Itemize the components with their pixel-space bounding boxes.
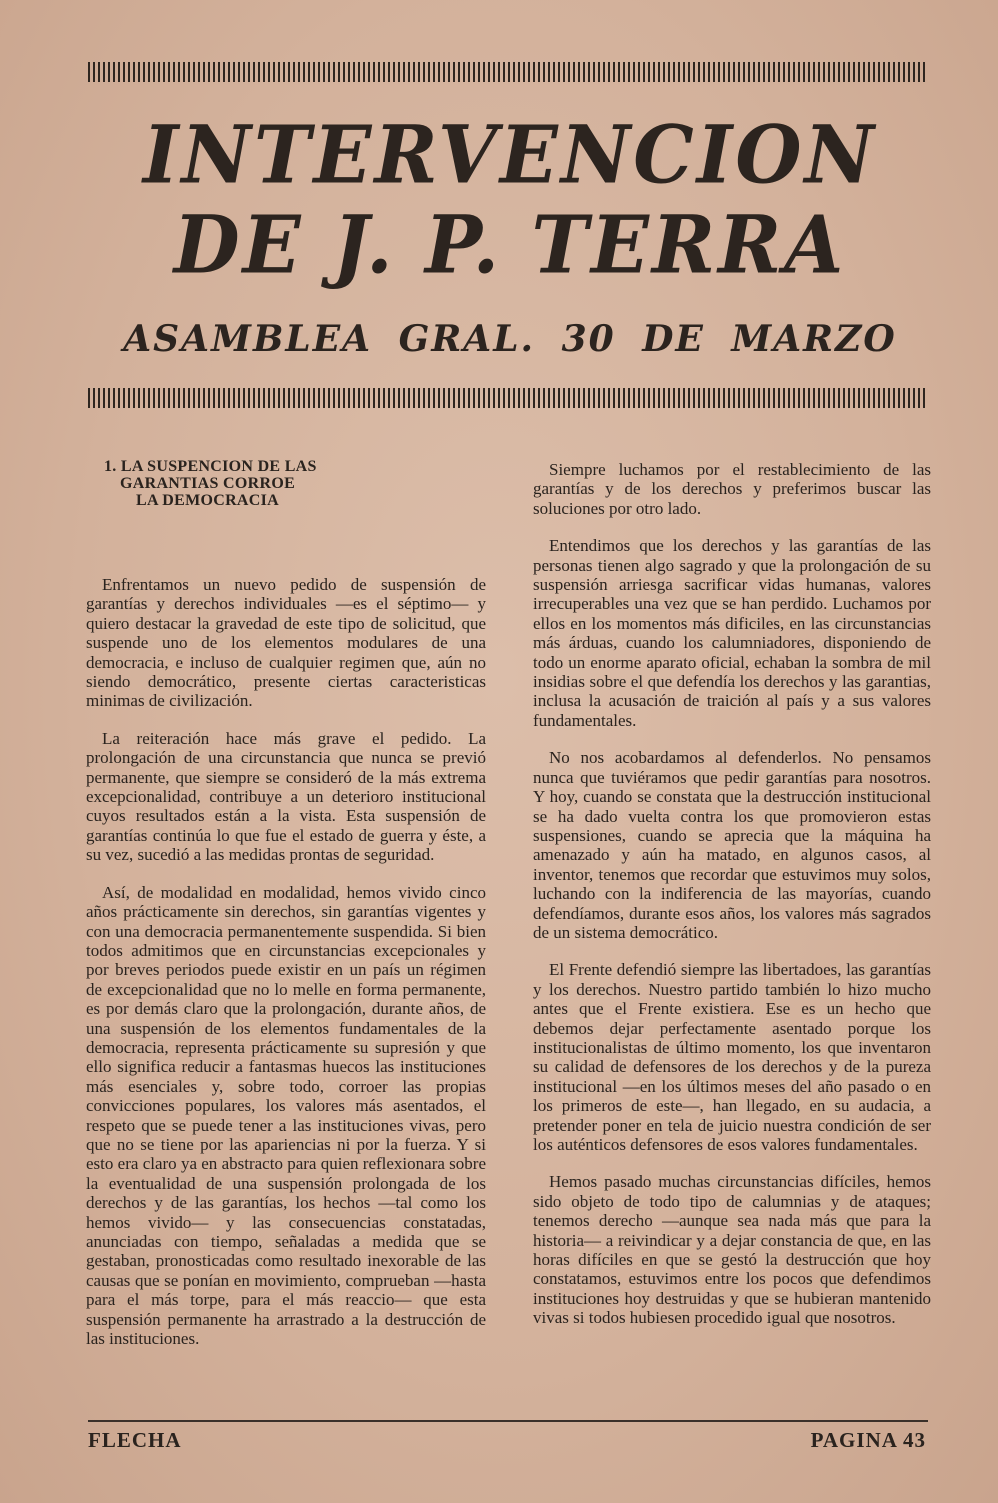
left-column <box>86 458 486 1366</box>
section-heading-line3: LA DEMOCRACIA <box>136 492 280 509</box>
bottom-decorative-rule <box>88 388 928 408</box>
left-paragraph-2: La reiteración hace más grave el pedido. La prolongación de una circunstancia que nunca se previó permanente, que siempre se consideró de la más extrema excepcionalidad, contribuye a un deterioro institucional cuyos resultados están a la vista. Esta suspensión de garantías continúa lo que fue el estado de guerra y éste, a su vez, sucedió a las medidas prontas de seguridad. <box>86 728 486 865</box>
left-paragraph-3: Así, de modalidad en modalidad, hemos vivido cinco años prácticamente sin derechos, sin garantías vigentes y con una democracia permanentemente suspendida. Si bien todos admitimos que en circunstancias excepcionales y por breves periodos puede existir en un país un régimen de excepcionalidad que no lo melle en forma permanente, es por demás claro que la prolongación, durante años, de una suspensión de los elementos fundamentales de la democracia, representa prácticamente su supresión y que ello significa reducir a fantasmas huecos las instituciones más esenciales y, sobre todo, corroer las propias convicciones populares, los valores más asentados, el respeto que se puede tener a las instituciones vivas, pero que no se tiene por las apariencias ni por la fuerza. Y si esto era claro ya en abstracto para quien reflexionara sobre la eventualidad de una suspensión prolongada de los derechos y de las garantías, los hechos —tal como los hemos vivido— y las consecuencias constatadas, anunciadas con tiempo, señaladas a medida que se gestaban, pronosticadas como resultado inexorable de las causas que se ponían en movimiento, comprueban —hasta para el más torpe, para el más reaccio— que esta suspensión permanente ha arrastrado a la destrucción de las instituciones. <box>86 882 486 1349</box>
right-paragraph-5: Hemos pasado muchas circunstancias difíciles, hemos sido objeto de todo tipo de calumnias y de ataques; tenemos derecho —aunque sea nada más que para la historia— a reivindicar y a dejar constancia de que, en las horas difíciles en que se gestó la destrucción que hoy constatamos, estuvimos entre los pocos que defendimos instituciones hoy destruidas y que se hubieran mantenido vivas si todos hubiesen procedido igual que nosotros. <box>533 1172 931 1328</box>
right-paragraph-1: Siempre luchamos por el restablecimiento de las garantías y de los derechos y preferimos buscar las soluciones por otro lado. <box>533 460 931 518</box>
article-subtitle: ASAMBLEA GRAL. 30 DE MARZO <box>123 318 897 360</box>
publication-name: FLECHA <box>88 1428 182 1452</box>
footer-rule <box>88 1420 928 1422</box>
right-paragraph-3: No nos acobardamos al defenderlos. No pensamos nunca que tuviéramos que pedir garantías para nosotros. Y hoy, cuando se constata que la destrucción institucional se ha dado vuelta contra los que promovieron estas suspensiones, cuando se aprecia que la máquina ha amenazado y aún ha matado, en algunos casos, al inventor, tenemos que recordar que estuvimos muy solos, luchando con la indiferencia de las mayorías, cuando defendíamos, durante esos años, los valores más sagrados de un sistema democrático. <box>533 748 931 942</box>
section-heading-line2: GARANTIAS CORROE <box>120 475 296 492</box>
right-paragraph-4: El Frente defendió siempre las libertadoes, las garantías y los derechos. Nuestro partido también lo hizo mucho antes que el Frente existiera. Ese es un hecho que debemos dejar perfectamente asentado porque los institucionalistas de último momento, los que inventaron su calidad de defensores de los derechos y de la pureza institucional —en los últimos meses del año pasado o en los primeros de este—, han llegado, en su audacia, a pretender poner en tela de juicio nuestra condición de ser los auténticos defensores de esos valores fundamentales. <box>533 960 931 1154</box>
top-decorative-rule <box>88 62 928 82</box>
page-number: PAGINA 43 <box>810 1428 926 1452</box>
article-title-line2: DE J. P. TERRA <box>173 197 847 292</box>
right-column <box>533 460 931 1346</box>
right-paragraph-2: Entendimos que los derechos y las garantías de las personas tienen algo sagrado y que la prolongación de su suspensión arriesga sacrificar vidas humanas, valores irrecuperables una vez que se han perdido. Luchamos por ellos en los momentos más dificiles, en las circunstancias más árduas, cuando los calumniadores, disponiendo de todo un enorme aparato oficial, echaban la sombra de mil insidias sobre el que defendía los derechos y las garantias, inclusa la acusación de traición al país y a sus valores fundamentales. <box>533 536 931 730</box>
left-paragraph-1: Enfrentamos un nuevo pedido de suspensión de garantías y derechos individuales —es el séptimo— y quiero destacar la gravedad de este tipo de solicitud, que suspende uno de los elementos modulares de una democracia, e incluso de cualquier regimen que, aún no siendo democrático, presente ciertas caracteristicas minimas de civilización. <box>86 575 486 711</box>
section-heading-line1: 1. LA SUSPENCION DE LAS <box>104 458 317 475</box>
section-heading <box>104 458 486 509</box>
article-title-line1: INTERVENCION <box>142 107 878 202</box>
